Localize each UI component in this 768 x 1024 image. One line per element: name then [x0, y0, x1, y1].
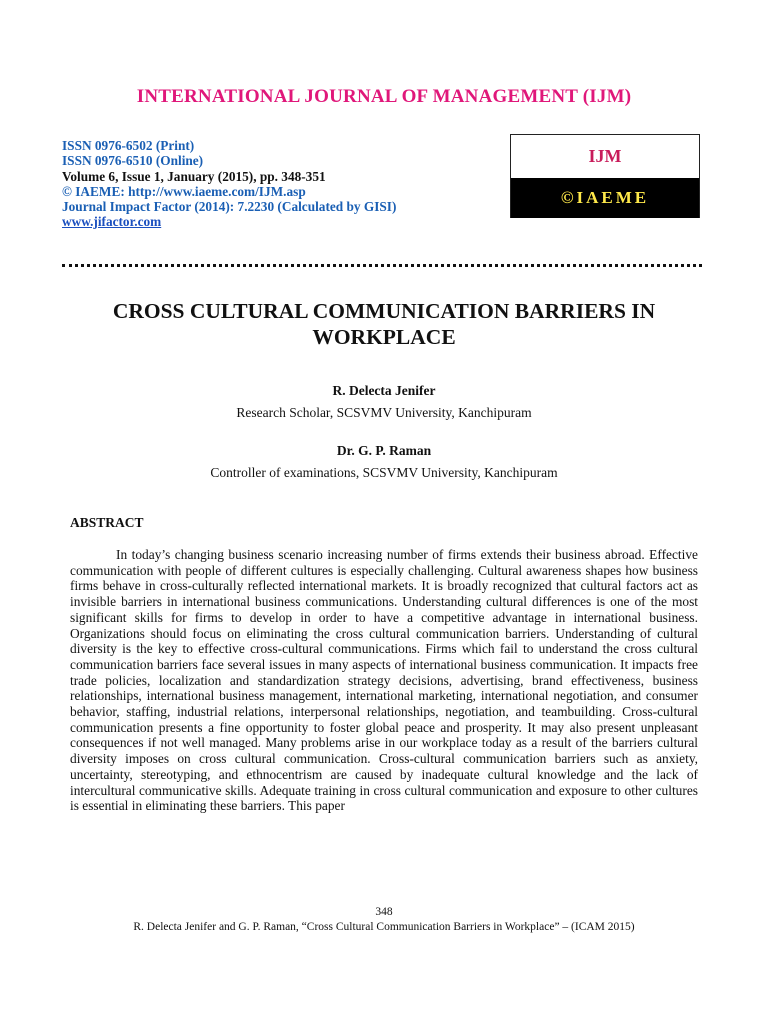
volume-info: Volume 6, Issue 1, January (2015), pp. 348-351: [62, 168, 326, 184]
author-name: R. Delecta Jenifer: [332, 383, 436, 398]
abstract-heading: ABSTRACT: [70, 515, 144, 530]
author-affiliation: Research Scholar, SCSVMV University, Kanchipuram: [236, 405, 532, 420]
abstract-text: In today’s changing business scenario increasing number of firms extends their business abroad. Effective communication with people of different cultures is especially challenging. Cultural awareness shapes how business firms behave in cross-culturally reflected international markets. It is broadly recognized that cultural factors act as invisible barriers in international business communications. Understanding cultural differences is one of the most significant skills for firms to develop in order to have a competitive advantage in international business. Organizations should focus on eliminating the cross cultural communication barriers. Understanding of cultural diversity is the key to effective cross-cultural communications. Firms which fail to understand the cross cultural communication barriers face several issues in many aspects of international business communication. It impacts free trade policies, localization and standardization strategy decisions, advertising, brand effectiveness, business relationships, international business management, international marketing, international negotiation, and consumer behavior, staffing, industrial relations, interpersonal relationships, negotiation, and teambuilding. Cross-cultural communication presents a fine opportunity to foster global peace and prosperity. It may also present unpleasant consequences if not well managed. Many problems arise in our workplace today as a result of the barriers cultural diversity imposes on cross cultural communication. Cross-cultural communication barriers such as anxiety, uncertainty, stereotyping, and ethnocentrism are caused by inadequate cultural knowledge and the lack of intercultural communicative skills. Adequate training in cross cultural communication and exposure to other cultures is essential in eliminating these barriers. This paper: [70, 547, 698, 814]
jifactor-link[interactable]: www.jifactor.com: [62, 214, 162, 230]
logo-ijm-text: IJM: [588, 146, 622, 166]
journal-title: INTERNATIONAL JOURNAL OF MANAGEMENT (IJM): [136, 86, 632, 107]
dotted-divider: [62, 264, 702, 267]
journal-metadata: [62, 138, 502, 230]
logo-iaeme-text: ©IAEME: [511, 178, 699, 218]
journal-logo-box: [510, 134, 700, 218]
issn-print: ISSN 0976-6502 (Print): [62, 138, 195, 153]
iaeme-url[interactable]: © IAEME: http://www.iaeme.com/IJM.asp: [62, 183, 306, 199]
footer-citation: R. Delecta Jenifer and G. P. Raman, “Cross Cultural Communication Barriers in Workplace” – (ICAM 2015): [133, 921, 635, 933]
page-number: 348: [375, 906, 393, 918]
paper-title: CROSS CULTURAL COMMUNICATION BARRIERS IN WORKPLACE: [112, 299, 656, 349]
author-name: Dr. G. P. Raman: [336, 443, 432, 458]
issn-online: ISSN 0976-6510 (Online): [62, 153, 204, 169]
impact-factor: Journal Impact Factor (2014): 7.2230 (Calculated by GISI): [62, 199, 397, 215]
author-affiliation: Controller of examinations, SCSVMV University, Kanchipuram: [210, 465, 558, 480]
